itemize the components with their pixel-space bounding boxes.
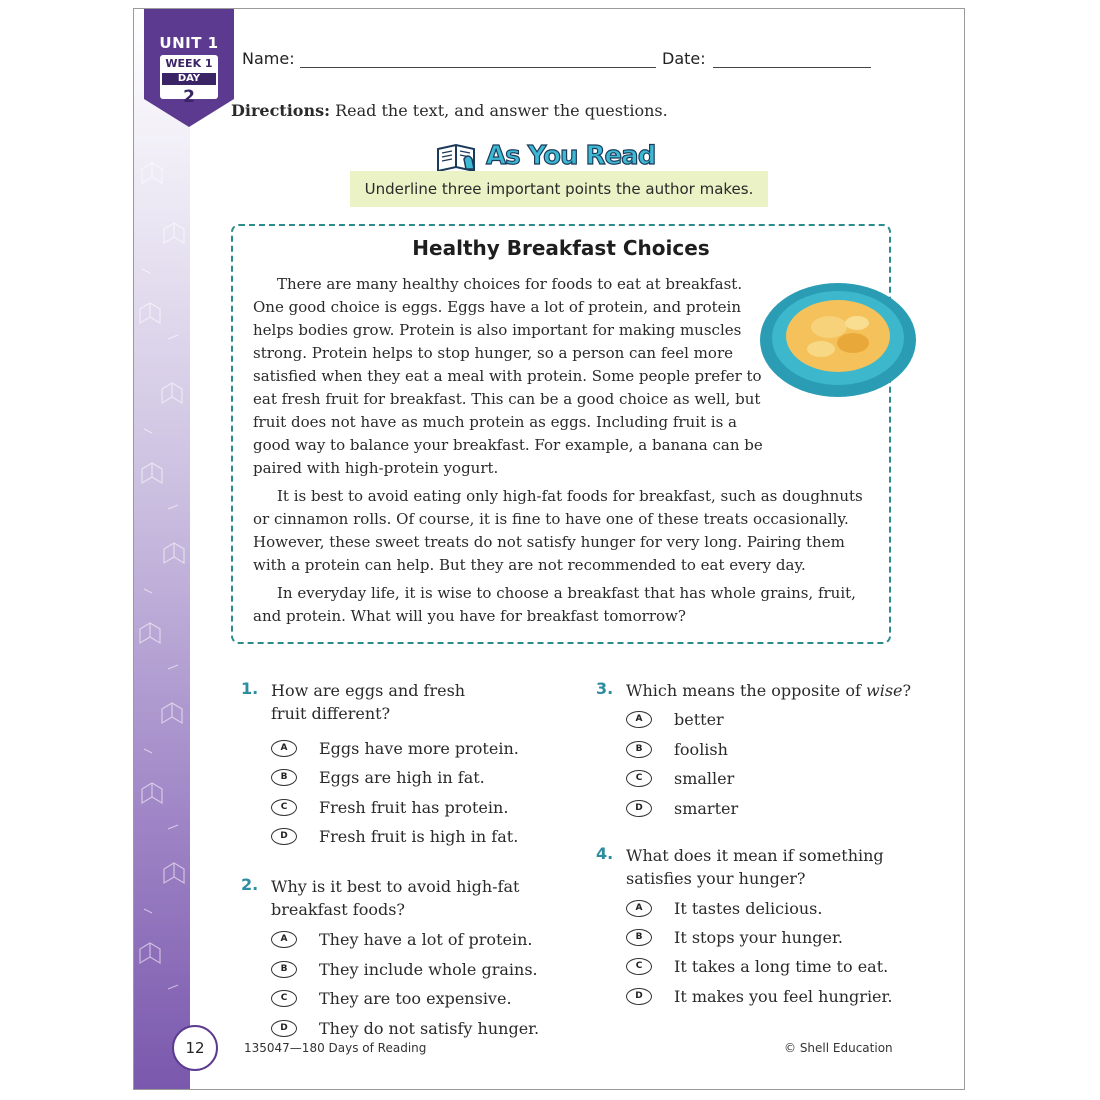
passage-title: Healthy Breakfast Choices [412, 236, 710, 260]
directions [231, 101, 668, 120]
question-text: Why is it best to avoid high-fat breakfast foods? [271, 877, 520, 919]
question-text-start: Which means the opposite of [626, 681, 866, 700]
answer-text: It tastes delicious. [674, 899, 823, 918]
answer-text: It stops your hunger. [674, 928, 843, 947]
answer-bubble[interactable]: A [271, 931, 297, 948]
answer-text: They do not satisfy hunger. [319, 1019, 540, 1038]
question-number: 1. [241, 679, 259, 698]
question-number: 3. [596, 679, 614, 698]
answer-text: foolish [674, 740, 728, 759]
question-number: 4. [596, 844, 614, 863]
worksheet-page [133, 8, 965, 1090]
page-number: 12 [172, 1025, 218, 1071]
name-field[interactable] [300, 67, 656, 68]
answer-text: They are too expensive. [319, 989, 512, 1008]
passage-paragraph: In everyday life, it is wise to choose a breakfast that has whole grains, fruit, and protein. What will you have for breakfast tomorrow? [253, 584, 856, 625]
answer-bubble[interactable]: D [271, 828, 297, 845]
name-label: Name: [242, 49, 295, 68]
answer-text: It takes a long time to eat. [674, 957, 889, 976]
answer-text: Fresh fruit is high in fat. [319, 827, 519, 846]
answer-bubble[interactable]: C [626, 770, 652, 787]
question-text: How are eggs and fresh fruit different? [271, 681, 466, 723]
answer-bubble[interactable]: B [626, 929, 652, 946]
directions-text: Read the text, and answer the questions. [335, 101, 668, 120]
answer-text: better [674, 710, 724, 729]
footer-copyright: © Shell Education [784, 1041, 893, 1055]
as-you-read-instruction: Underline three important points the author makes. [350, 171, 768, 207]
date-field[interactable] [713, 67, 871, 68]
answer-bubble[interactable]: A [626, 900, 652, 917]
question-number: 2. [241, 875, 259, 894]
question-text-end: ? [902, 681, 912, 700]
day-label: DAY [162, 73, 216, 85]
question-text: What does it mean if something satisfies your hunger? [626, 846, 884, 888]
answer-bubble[interactable]: A [626, 711, 652, 728]
answer-text: smaller [674, 769, 735, 788]
answer-text: They include whole grains. [319, 960, 538, 979]
answer-bubble[interactable]: C [271, 990, 297, 1007]
question-text-emphasis: wise [866, 681, 903, 700]
answer-bubble[interactable]: D [271, 1020, 297, 1037]
answer-bubble[interactable]: C [626, 958, 652, 975]
day-number: 2 [183, 87, 195, 107]
answer-bubble[interactable]: D [626, 988, 652, 1005]
date-label: Date: [662, 49, 706, 68]
answer-text: smarter [674, 799, 739, 818]
answer-bubble[interactable]: B [271, 961, 297, 978]
answer-bubble[interactable]: C [271, 799, 297, 816]
answer-bubble[interactable]: B [271, 769, 297, 786]
question-text [626, 679, 916, 702]
answer-text: Fresh fruit has protein. [319, 798, 509, 817]
answer-bubble[interactable]: A [271, 740, 297, 757]
scrambled-eggs-image [757, 277, 919, 399]
directions-label: Directions: [231, 101, 330, 120]
answer-bubble[interactable]: D [626, 800, 652, 817]
answer-text: They have a lot of protein. [319, 930, 533, 949]
answer-text: Eggs are high in fat. [319, 768, 485, 787]
as-you-read-title: As You Read [486, 141, 656, 171]
book-pattern-icon [134, 9, 190, 1089]
unit-label: UNIT 1 [159, 34, 219, 52]
answer-text: Eggs have more protein. [319, 739, 519, 758]
week-label: WEEK 1 [165, 57, 213, 70]
side-strip [134, 9, 190, 1089]
passage-paragraph: It is best to avoid eating only high-fat foods for breakfast, such as doughnuts or cinnamon rolls. Of course, it is fine to have one of these treats occasionally. However, these sweet treats do not satisfy hunger for very long. Pairing them with a protein can help. But they are not recommended to eat every day. [253, 487, 863, 574]
answer-text: It makes you feel hungrier. [674, 987, 893, 1006]
book-hand-icon [434, 139, 480, 175]
footer-product: 135047—180 Days of Reading [244, 1041, 427, 1055]
answer-bubble[interactable]: B [626, 741, 652, 758]
passage-paragraph: There are many healthy choices for foods to eat at breakfast. One good choice is eggs. Eggs have a lot of protein, and protein helps bodies grow. Protein is also important for making muscles strong. Protein helps to stop hunger, so a person can feel more satisfied when they eat a meal with protein. Some people prefer to eat fresh fruit for breakfast. This can be a good choice as well, but fruit does not have as much protein as eggs. Including fruit is a good way to balance your breakfast. For example, a banana can be paired with high-protein yogurt. [253, 275, 763, 477]
